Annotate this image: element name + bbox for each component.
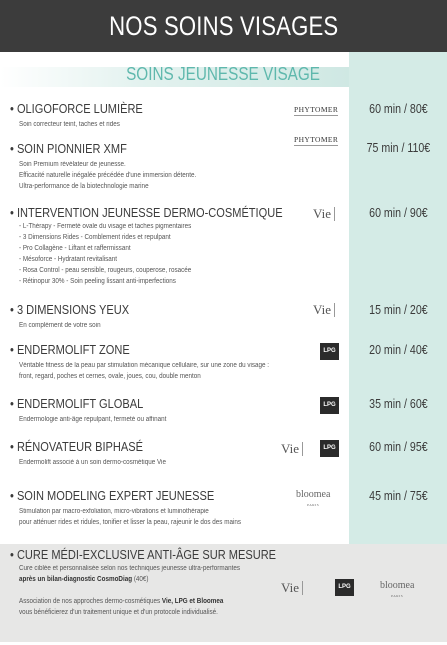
desc-line: Ultra-performance de la biotechnologie marine [19, 183, 149, 190]
page-header [0, 0, 447, 52]
bloomea-subtitle: PARIS [391, 594, 404, 598]
page-title: NOS SOINS VISAGES [108, 10, 339, 41]
item-description [19, 221, 308, 287]
item-title: • 3 DIMENSIONS YEUX [10, 302, 130, 317]
cure-bold-text: après un bilan-diagnostic CosmoDiag [19, 576, 133, 583]
desc-line: Cure ciblée et personnalisée selon nos techniques jeunesse ultra-performantes [19, 565, 240, 572]
desc-line: - Rétinopur 30% - Soin peeling lissant anti-imperfections [19, 278, 176, 285]
section-title-text: SOINS JEUNESSE VISAGE [126, 64, 321, 84]
item-title: • INTERVENTION JEUNESSE DERMO-COSMÉTIQUE [10, 205, 283, 220]
desc-line: - 3 Dimensions Rides - Comblement rides et repulpant [19, 234, 171, 241]
cure-brands-text: Vie, LPG et Bloomea [161, 598, 224, 605]
list-item-intervention [10, 205, 340, 287]
desc-line: Véritable fitness de la peau par stimulation mécanique cellulaire, sur une zone du visage : [19, 362, 270, 369]
vie-logo: Vie [313, 207, 335, 221]
bloomea-wordmark: bloomea [296, 489, 331, 500]
desc-line: pour atténuer rides et ridules, tonifier et lisser la peau, rajeunir le dos des mains [19, 519, 242, 526]
desc-line: vous bénéficierez d'un traitement unique et d'un protocole individualisé. [19, 609, 218, 616]
price-text: 35 min / 60€ [368, 397, 428, 411]
price-pionnier [349, 141, 447, 155]
item-title: • ENDERMOLIFT ZONE [10, 342, 130, 357]
lpg-logo: LPG [320, 440, 339, 457]
desc-line: front, regard, poches et cernes, ovale, joues, cou, double menton [19, 373, 201, 380]
vie-logo: Vie [281, 581, 303, 595]
desc-line: Soin Premium révélateur de jeunesse. [19, 161, 126, 168]
phytomer-logo: PHYTOMER [294, 105, 339, 114]
bloomea-wordmark: bloomea [380, 580, 415, 591]
price-3d-yeux [349, 303, 447, 317]
price-text: 15 min / 20€ [368, 303, 428, 317]
desc-line: Soin correcteur teint, taches et rides [19, 121, 120, 128]
desc-line: Endermologie anti-âge repulpant, fermeté ou affinant [19, 416, 167, 423]
section-title [0, 64, 447, 85]
desc-line: Endermolift associé à un soin dermo-cosmétique Vie [19, 459, 166, 466]
vie-logo: Vie [281, 442, 303, 456]
price-modeling [349, 489, 447, 503]
price-column [349, 52, 447, 544]
bloomea-subtitle: PARIS [307, 503, 320, 507]
vie-logo: Vie [313, 303, 335, 317]
item-description [19, 119, 308, 130]
price-text: 60 min / 95€ [368, 440, 428, 454]
spacer [19, 585, 308, 596]
list-item-endermolift-global [10, 396, 340, 425]
item-title: • ENDERMOLIFT GLOBAL [10, 396, 144, 411]
price-intervention [349, 206, 447, 220]
item-description [19, 457, 308, 468]
list-item-3d-yeux [10, 302, 340, 331]
price-text: 60 min / 90€ [368, 206, 428, 220]
desc-line: - Mésoforce - Hydratant revitalisant [19, 256, 118, 263]
lpg-logo: LPG [335, 579, 354, 596]
cure-title: • CURE MÉDI-EXCLUSIVE ANTI-ÂGE SUR MESURE [10, 547, 277, 562]
list-item-oligoforce [10, 101, 340, 130]
desc-line [19, 596, 308, 607]
desc-text: Association de nos approches dermo-cosmétiques [19, 598, 162, 605]
item-description [19, 159, 308, 192]
price-text: 20 min / 40€ [368, 343, 428, 357]
list-item-pionnier [10, 141, 340, 192]
phytomer-logo: PHYTOMER [294, 135, 339, 144]
list-item-endermolift-zone [10, 342, 340, 382]
price-oligoforce [349, 102, 447, 116]
item-title: • SOIN PIONNIER XMF [10, 141, 127, 156]
lpg-logo: LPG [320, 343, 339, 360]
cure-description [19, 563, 308, 618]
lpg-logo: LPG [320, 397, 339, 414]
price-endermolift-global [349, 397, 447, 411]
price-text: 45 min / 75€ [368, 489, 428, 503]
price-text: 60 min / 80€ [368, 102, 428, 116]
item-title: • SOIN MODELING EXPERT JEUNESSE [10, 488, 215, 503]
desc-line [19, 574, 308, 585]
desc-line: - Pro Collagène - Liftant et raffermissant [19, 245, 131, 252]
cure-price-text: (40€) [132, 576, 149, 583]
bloomea-logo [380, 581, 414, 601]
price-renovateur [349, 440, 447, 454]
desc-line: - L-Thérapy - Fermeté ovale du visage et taches pigmentaires [19, 223, 192, 230]
desc-line: En complément de votre soin [19, 322, 101, 329]
desc-line: - Rosa Control - peau sensible, rougeurs, couperose, rosacée [19, 267, 192, 274]
price-text: 75 min / 110€ [366, 141, 430, 155]
item-description [19, 506, 308, 528]
item-title: • RÉNOVATEUR BIPHASÉ [10, 439, 144, 454]
desc-line: Stimulation par macro-exfoliation, micro-vibrations et luminothérapie [19, 508, 209, 515]
price-endermolift-zone [349, 343, 447, 357]
item-description [19, 414, 308, 425]
item-description [19, 320, 308, 331]
desc-line: Efficacité naturelle inégalée précédée d'une immersion détente. [19, 172, 197, 179]
bloomea-logo [296, 490, 330, 510]
item-title: • OLIGOFORCE LUMIÈRE [10, 101, 143, 116]
item-description [19, 360, 308, 382]
list-item-modeling [10, 488, 340, 528]
